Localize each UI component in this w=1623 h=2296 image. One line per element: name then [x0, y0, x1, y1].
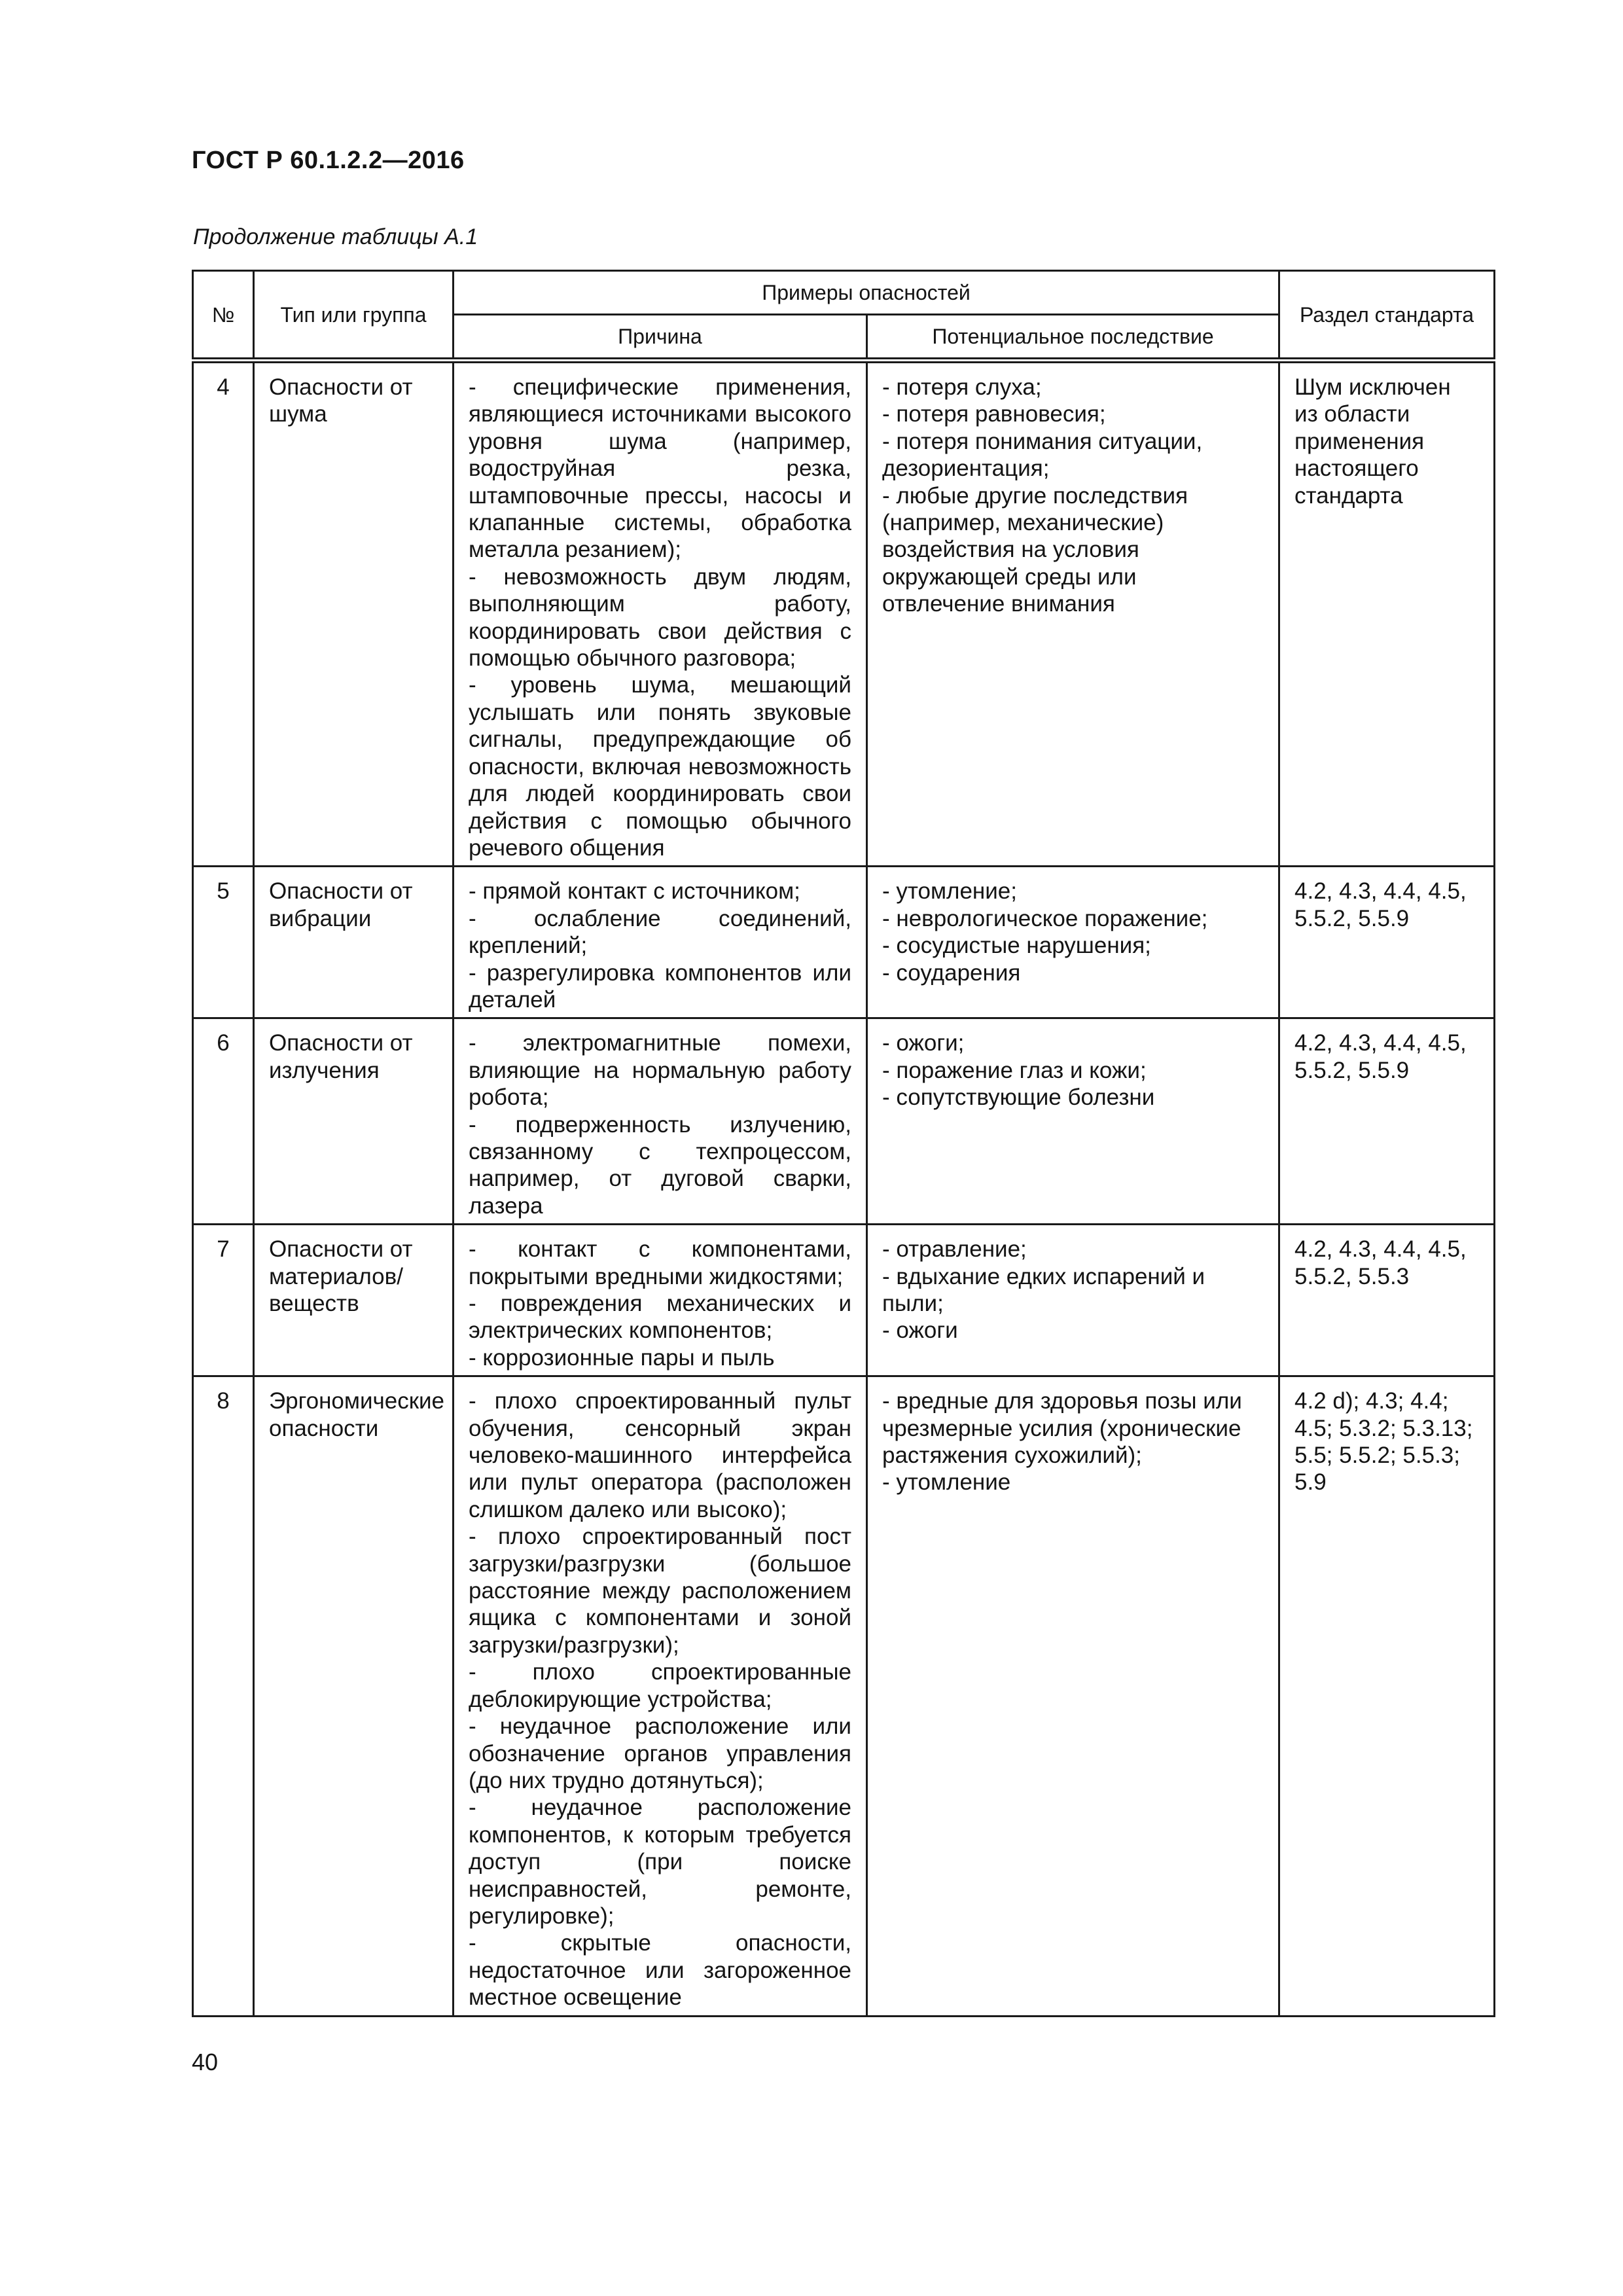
row-consequence [867, 361, 1279, 867]
table-continuation-title: Продолжение таблицы А.1 [193, 224, 478, 249]
table-row [193, 361, 1495, 867]
cause-item: - контакт с компонентами, покрытыми вредными жидкостями; [469, 1236, 851, 1289]
consequence-item: - отравление; [882, 1236, 1027, 1263]
table-row [193, 1018, 1495, 1225]
row-consequence [867, 1018, 1279, 1225]
header-type: Тип или группа [254, 271, 454, 361]
cause-item: - уровень шума, мешающий услышать или понять звуковые сигналы, предупреждающие об опасности, включая невозможность для людей координировать свои действия с помощью обычного речевого общения [469, 672, 851, 861]
consequence-item: - потеря равновесия; [882, 401, 1106, 427]
document-code: ГОСТ Р 60.1.2.2—2016 [192, 147, 465, 174]
consequence-item: - соударения [882, 960, 1021, 986]
consequence-item: - ожоги; [882, 1030, 965, 1056]
cause-item: - неудачное расположение или обозначение органов управления (до них трудно дотянуться); [469, 1713, 851, 1793]
row-cause [454, 1225, 867, 1376]
row-section: 4.2, 4.3, 4.4, 4.5, 5.5.2, 5.5.9 [1279, 867, 1495, 1018]
cause-item: - плохо спроектированный пост загрузки/разгрузки (большое расстояние между расположением ящика с компонентами и зоной загрузки/разгрузки); [469, 1524, 851, 1658]
row-cause [454, 1018, 867, 1225]
cause-item: - плохо спроектированный пульт обучения, сенсорный экран человеко-машинного интерфейса или пульт оператора (расположен слишком далеко или высоко); [469, 1388, 851, 1522]
row-section: 4.2 d); 4.3; 4.4; 4.5; 5.3.2; 5.3.13; 5.5; 5.5.2; 5.5.3; 5.9 [1279, 1376, 1495, 2016]
consequence-item: - ожоги [882, 1318, 958, 1344]
consequence-item: - сопутствующие болезни [882, 1085, 1155, 1111]
cause-item: - коррозионные пары и пыль [469, 1344, 775, 1371]
header-num: № [193, 271, 254, 361]
page-number: 40 [192, 2049, 219, 2075]
consequence-item: - утомление; [882, 878, 1018, 905]
cause-item: - прямой контакт с источником; [469, 878, 800, 905]
table-row [193, 1376, 1495, 2016]
consequence-item: - сосудистые нарушения; [882, 933, 1151, 959]
row-number: 7 [193, 1225, 254, 1376]
cause-item: - ослабление соединений, креплений; [469, 905, 851, 959]
consequence-item: - вдыхание едких испарений и пыли; [882, 1263, 1205, 1316]
header-consequence: Потенциальное последствие [867, 315, 1279, 361]
table-row [193, 867, 1495, 1018]
row-type: Опасности от материалов/ веществ [254, 1225, 454, 1376]
row-section: 4.2, 4.3, 4.4, 4.5, 5.5.2, 5.5.9 [1279, 1018, 1495, 1225]
cause-item: - повреждения механических и электрических компонентов; [469, 1291, 851, 1344]
hazards-table [192, 270, 1495, 2017]
cause-item: - скрытые опасности, недостаточное или загороженное местное освещение [469, 1930, 851, 2011]
header-cause: Причина [454, 315, 867, 361]
cause-item: - плохо спроектированные деблокирующие устройства; [469, 1659, 851, 1712]
consequence-item: - потеря понимания ситуации, дезориентация; [882, 428, 1203, 482]
row-type: Опасности от шума [254, 361, 454, 867]
row-number: 5 [193, 867, 254, 1018]
row-cause [454, 1376, 867, 2016]
row-section: 4.2, 4.3, 4.4, 4.5, 5.5.2, 5.5.3 [1279, 1225, 1495, 1376]
row-number: 4 [193, 361, 254, 867]
row-number: 6 [193, 1018, 254, 1225]
consequence-item: - потеря слуха; [882, 374, 1042, 400]
consequence-item: - неврологическое поражение; [882, 905, 1208, 931]
row-consequence [867, 867, 1279, 1018]
consequence-item: - любые другие последствия (например, механические) воздействия на условия окружающей среды или отвлечение внимания [882, 482, 1188, 617]
consequence-item: - вредные для здоровья позы или чрезмерные усилия (хронические растяжения сухожилий); [882, 1388, 1242, 1469]
table-row [193, 1225, 1495, 1376]
row-type: Эргономические опасности [254, 1376, 454, 2016]
row-type: Опасности от излучения [254, 1018, 454, 1225]
cause-item: - электромагнитные помехи, влияющие на нормальную работу робота; [469, 1030, 851, 1111]
row-cause [454, 361, 867, 867]
row-consequence [867, 1225, 1279, 1376]
consequence-item: - утомление [882, 1469, 1011, 1496]
header-section: Раздел стандарта [1279, 271, 1495, 361]
consequence-item: - поражение глаз и кожи; [882, 1057, 1147, 1083]
table-body [193, 361, 1495, 2017]
row-number: 8 [193, 1376, 254, 2016]
cause-item: - разрегулировка компонентов или деталей [469, 960, 851, 1013]
header-examples: Примеры опасностей [454, 271, 1279, 315]
cause-item: - невозможность двум людям, выполняющим работу, координировать свои действия с помощью обычного разговора; [469, 564, 851, 672]
cause-item: - неудачное расположение компонентов, к которым требуется доступ (при поиске неисправностей, ремонте, регулировке); [469, 1795, 851, 1929]
row-section: Шум исключен из области применения настоящего стандарта [1279, 361, 1495, 867]
row-type: Опасности от вибрации [254, 867, 454, 1018]
cause-item: - специфические применения, являющиеся источниками высокого уровня шума (например, водоструйная резка, штамповочные прессы, насосы и клапанные системы, обработка металла резанием); [469, 374, 851, 563]
row-cause [454, 867, 867, 1018]
cause-item: - подверженность излучению, связанному с техпроцессом, например, от дуговой сварки, лазера [469, 1111, 851, 1219]
row-consequence [867, 1376, 1279, 2016]
